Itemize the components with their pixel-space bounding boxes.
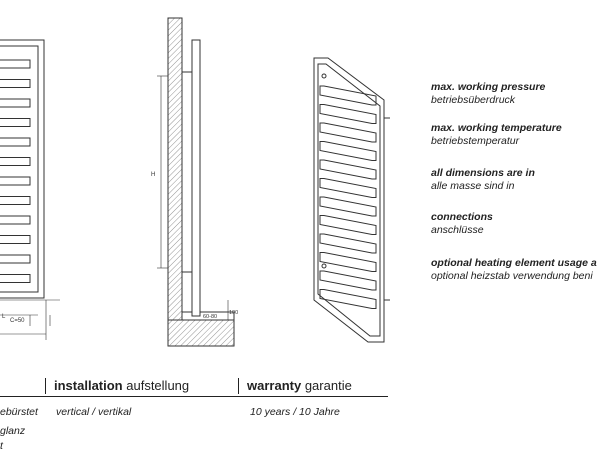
- spec-de-label: alle masse sind in: [431, 180, 515, 192]
- dim-c-label: C=50: [10, 318, 25, 324]
- dim-floor-label: 100: [229, 310, 239, 316]
- spec-working-temperature: [431, 122, 562, 148]
- spec-en-label: optional heating element usage a: [431, 257, 597, 269]
- spec-heating-element: [431, 257, 597, 283]
- spec-working-pressure: [431, 81, 545, 107]
- column-separator: [238, 378, 239, 394]
- perspective-bar: [320, 271, 376, 290]
- spec-en-label: connections: [431, 211, 493, 223]
- warranty-value: 10 years / 10 Jahre: [250, 406, 340, 418]
- table-divider: [0, 396, 388, 397]
- spec-de-label: optional heizstab verwendung beni: [431, 270, 593, 282]
- spec-en-label: all dimensions are in: [431, 167, 535, 179]
- perspective-view-drawing: [314, 58, 390, 342]
- front-bar: [0, 80, 30, 88]
- finish-value: ebürstet: [0, 406, 38, 418]
- finish-value: t: [0, 440, 3, 452]
- installation-header-de: aufstellung: [126, 378, 190, 393]
- dim-depth-label: 60-80: [203, 314, 218, 320]
- front-bar: [0, 197, 30, 205]
- front-bars: [0, 60, 30, 283]
- spec-de-label: betriebstemperatur: [431, 135, 520, 147]
- perspective-bars: [320, 86, 376, 309]
- front-bar: [0, 275, 30, 283]
- perspective-bar: [320, 253, 376, 272]
- spec-de-label: betriebsüberdruck: [431, 94, 516, 106]
- installation-value: vertical / vertikal: [56, 406, 132, 418]
- front-bar: [0, 119, 30, 127]
- perspective-bar: [320, 160, 376, 179]
- spec-en-label: max. working temperature: [431, 122, 562, 134]
- spec-en-label: max. working pressure: [431, 81, 546, 93]
- perspective-bar: [320, 142, 376, 161]
- perspective-bar: [320, 234, 376, 253]
- front-bar: [0, 60, 30, 68]
- perspective-bar: [320, 216, 376, 235]
- front-bar: [0, 138, 30, 146]
- side-view-drawing: [157, 18, 234, 346]
- perspective-bar: [320, 290, 376, 309]
- finish-value: glanz: [0, 425, 26, 437]
- front-bar: [0, 177, 30, 185]
- front-bar: [0, 236, 30, 244]
- spec-connections: [431, 211, 493, 237]
- perspective-bar: [320, 86, 376, 105]
- installation-header-en: installation: [54, 378, 123, 393]
- spec-de-label: anschlüsse: [431, 224, 484, 236]
- perspective-bar: [320, 179, 376, 198]
- warranty-header-de: garantie: [304, 378, 352, 393]
- perspective-bar: [320, 197, 376, 216]
- dim-l-label: L: [2, 314, 6, 320]
- column-separator: [45, 378, 46, 394]
- warranty-header-en: warranty: [247, 378, 302, 393]
- front-bar: [0, 99, 30, 107]
- dim-h-label: H: [151, 172, 156, 178]
- front-bar: [0, 255, 30, 263]
- warranty-header: [247, 378, 352, 393]
- perspective-bar: [320, 123, 376, 142]
- front-view-drawing: [0, 40, 60, 340]
- front-bar: [0, 216, 30, 224]
- spec-dimensions: [431, 167, 535, 193]
- front-bar: [0, 158, 30, 166]
- installation-header: [54, 378, 189, 393]
- perspective-bar: [320, 105, 376, 124]
